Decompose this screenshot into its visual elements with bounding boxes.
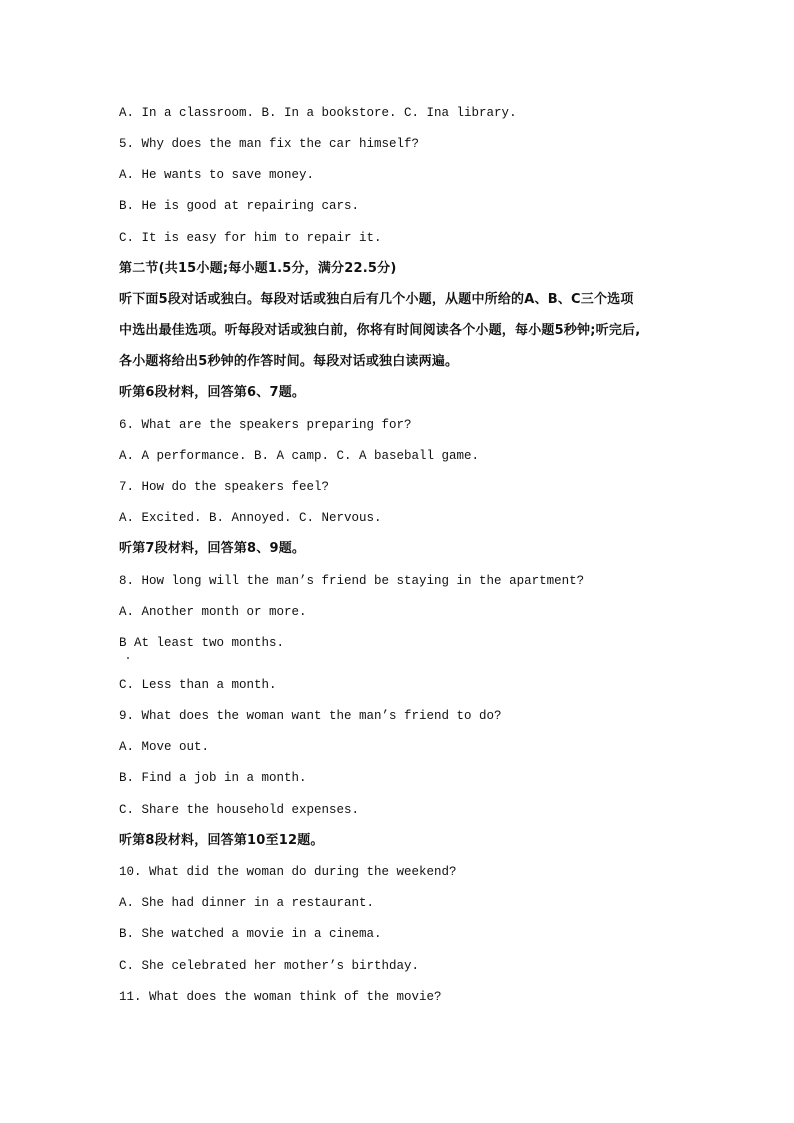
- question-8: 8. How long will the man’s friend be staying in the apartment?: [119, 574, 585, 588]
- material-heading: 听第6段材料，回答第6、7题。: [119, 385, 306, 400]
- option-line: C. Share the household expenses.: [119, 803, 360, 817]
- section-heading: 第二节(共15小题;每小题1.5分，满分22.5分): [119, 261, 397, 276]
- material-heading: 听第7段材料，回答第8、9题。: [119, 541, 306, 556]
- instruction-line: 各小题将给出5秒钟的作答时间。每段对话或独白读两遍。: [119, 354, 459, 369]
- option-line: B. Find a job in a month.: [119, 771, 307, 785]
- option-line: A. She had dinner in a restaurant.: [119, 896, 375, 910]
- option-line: A. He wants to save money.: [119, 168, 315, 182]
- instruction-line: 中选出最佳选项。听每段对话或独白前，你将有时间阅读各个小题，每小题5秒钟;听完后,: [119, 323, 641, 338]
- question-10: 10. What did the woman do during the weekend?: [119, 865, 457, 879]
- instruction-line: 听下面5段对话或独白。每段对话或独白后有几个小题，从题中所给的A、B、C三个选项: [119, 292, 634, 307]
- stray-mark: [127, 657, 129, 659]
- option-line: B. She watched a movie in a cinema.: [119, 927, 382, 941]
- option-line-q4: A. In a classroom. B. In a bookstore. C. Ina library.: [119, 106, 517, 120]
- option-line: C. She celebrated her mother’s birthday.: [119, 959, 420, 973]
- option-line: C. It is easy for him to repair it.: [119, 231, 382, 245]
- option-line: A. Excited. B. Annoyed. C. Nervous.: [119, 511, 382, 525]
- option-line: A. Move out.: [119, 740, 210, 754]
- question-6: 6. What are the speakers preparing for?: [119, 418, 412, 432]
- option-line: C. Less than a month.: [119, 678, 277, 692]
- option-line: A. Another month or more.: [119, 605, 307, 619]
- option-line: A. A performance. B. A camp. C. A baseball game.: [119, 449, 480, 463]
- option-line: B. He is good at repairing cars.: [119, 199, 360, 213]
- question-7: 7. How do the speakers feel?: [119, 480, 330, 494]
- option-line: B At least two months.: [119, 636, 285, 650]
- question-9: 9. What does the woman want the man’s friend to do?: [119, 709, 502, 723]
- question-11: 11. What does the woman think of the movie?: [119, 990, 442, 1004]
- material-heading: 听第8段材料，回答第10至12题。: [119, 833, 324, 848]
- question-5: 5. Why does the man fix the car himself?: [119, 137, 420, 151]
